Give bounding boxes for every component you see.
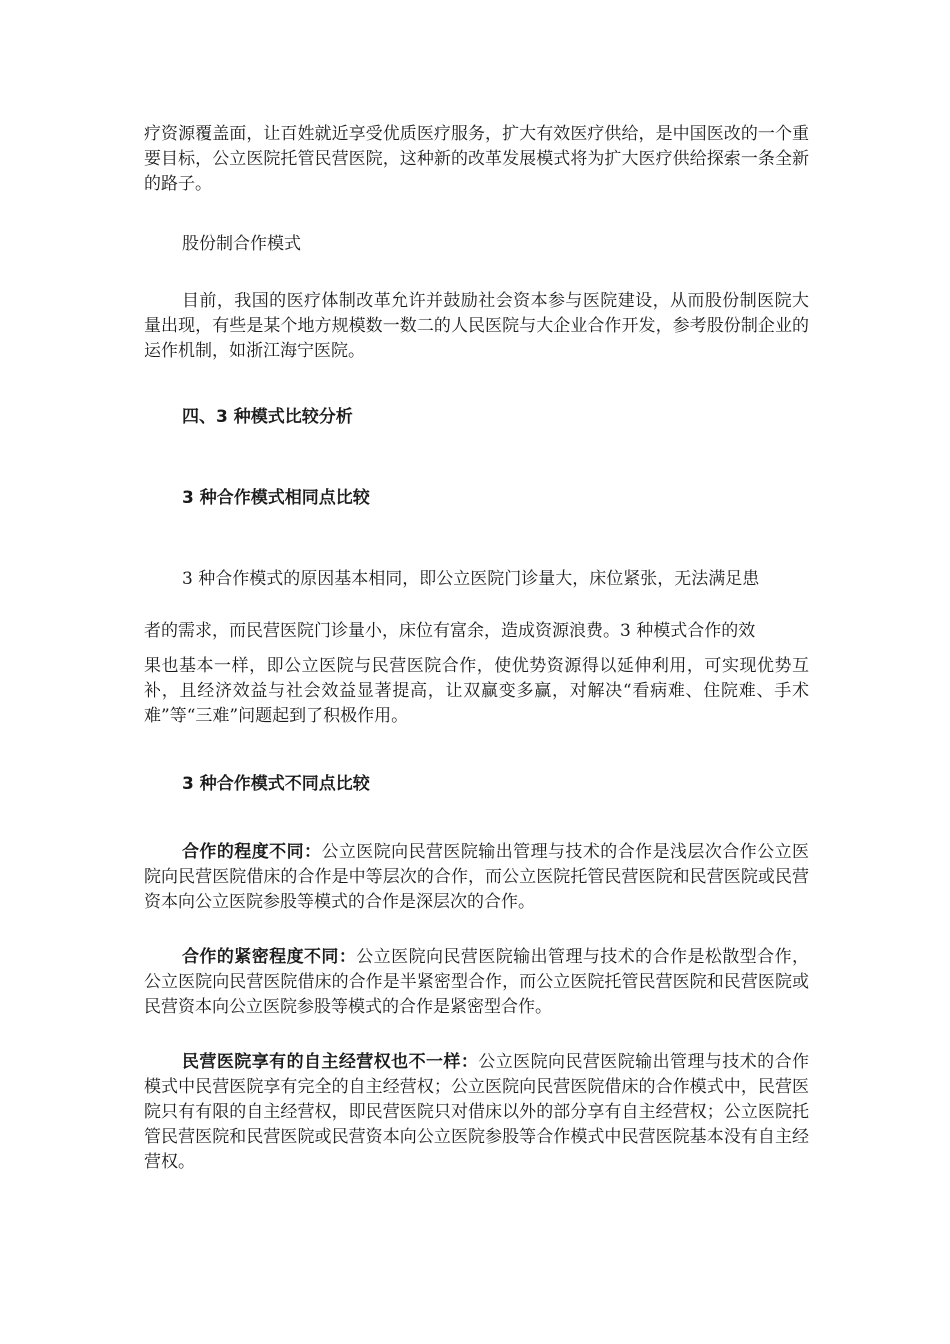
autonomy-paragraph [144,1050,809,1175]
intro-paragraph: 疗资源覆盖面，让百姓就近享受优质医疗服务，扩大有效医疗供给，是中国医改的一个重要目标，公立医院托管民营医院，这种新的改革发展模式将为扩大医疗供给探索一条全新的路子。 [144,124,809,194]
similarities-line-1: 3 种合作模式的原因基本相同，即公立医院门诊量大，床位紧张，无法满足患 [182,569,760,589]
degree-lead: 合作的程度不同： [182,842,322,862]
tightness-text: 公立医院向民营医院输出管理与技术的合作是松散型合作，公立医院向民营医院借床的合作是半紧密型合作，而公立医院托管民营医院和民营医院或民营资本向公立医院参股等模式的合作是紧密型合作。 [144,947,810,1017]
shareholding-heading: 股份制合作模式 [182,234,301,254]
tightness-paragraph [144,945,809,1020]
shareholding-paragraph: 目前，我国的医疗体制改革允许并鼓励社会资本参与医院建设，从而股份制医院大量出现，有些是某个地方规模数一数二的人民医院与大企业合作开发，参考股份制企业的运作机制，如浙江海宁医院。 [144,291,809,361]
autonomy-lead: 民营医院享有的自主经营权也不一样： [182,1052,479,1072]
differences-heading: 3 种合作模式不同点比较 [182,774,370,794]
similarities-paragraph-rest: 果也基本一样，即公立医院与民营医院合作，使优势资源得以延伸利用，可实现优势互补，且经济效益与社会效益显著提高，让双赢变多赢，对解决“看病难、住院难、手术难”等“三难”问题起到了积极作用。 [144,656,809,726]
autonomy-text: 公立医院向民营医院输出管理与技术的合作模式中民营医院享有完全的自主经营权；公立医院向民营医院借床的合作模式中，民营医院只有有限的自主经营权，即民营医院只对借床以外的部分享有自主经营权；公立医院托管民营医院和民营医院或民营资本向公立医院参股等合作模式中民营医院基本没有自主经营权。 [144,1052,810,1172]
similarities-heading: 3 种合作模式相同点比较 [182,488,370,508]
degree-text: 公立医院向民营医院输出管理与技术的合作是浅层次合作公立医院向民营医院借床的合作是中等层次的合作，而公立医院托管民营医院和民营医院或民营资本向公立医院参股等模式的合作是深层次的合作。 [144,842,810,912]
similarities-line-2: 者的需求，而民营医院门诊量小，床位有富余，造成资源浪费。3 种模式合作的效 [144,621,756,641]
section-four-heading: 四、3 种模式比较分析 [182,407,353,427]
tightness-lead: 合作的紧密程度不同： [182,947,357,967]
degree-paragraph [144,840,809,915]
